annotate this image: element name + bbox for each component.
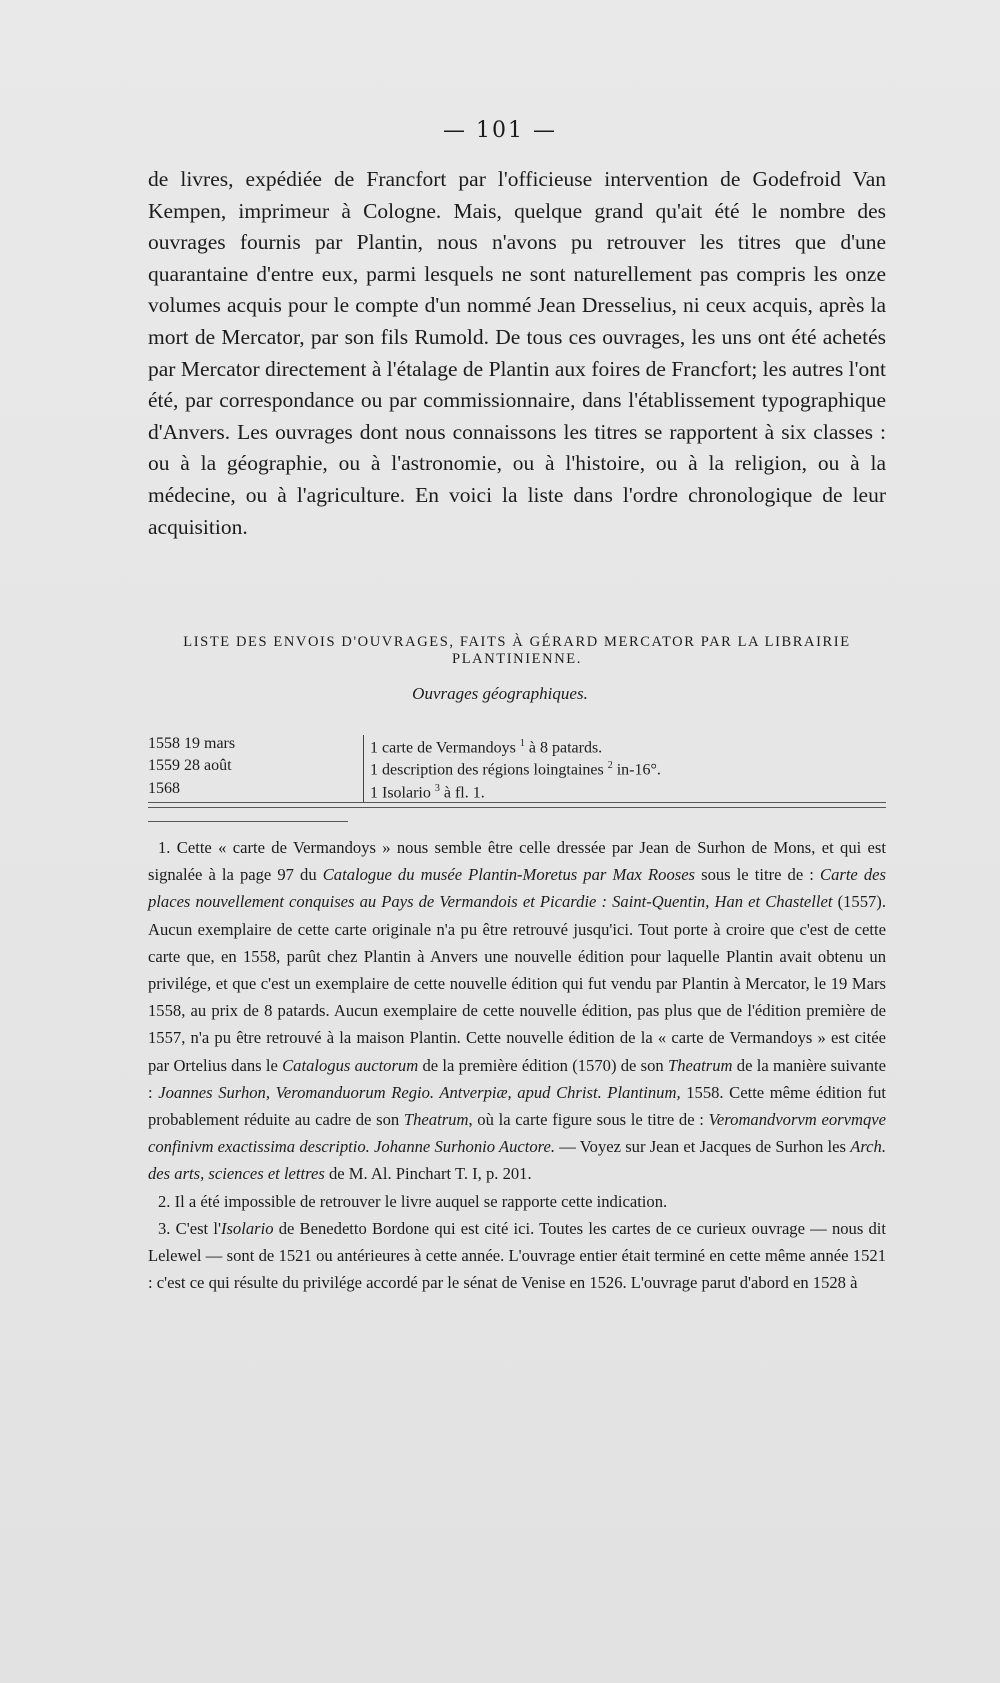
entry-date: 1568: [148, 779, 180, 797]
footnote-text: 1558. Cette même édition fut probablement réduite au cadre de son: [148, 1082, 887, 1130]
entry-format: in-16°.: [616, 761, 661, 779]
entry-date: 1558 19 mars: [148, 735, 236, 752]
footnotes: [148, 834, 886, 1296]
footnote-text: sous le titre de :: [701, 865, 814, 885]
footnote-text: — Voyez sur Jean et Jacques de Surhon les: [559, 1137, 846, 1157]
footnote-ref: 3: [434, 782, 440, 794]
footnote-1: [148, 834, 886, 1188]
footnote-text: Il a été impossible de retrouver le livre auquel se rapporte cette indication.: [174, 1191, 668, 1211]
footnote-text: de Benedetto Bordone qui est cité ici. Toutes les cartes de ce curieux ouvrage — nous dit Lelewel — sont de 1521 ou antérieures à cette année. L'ouvrage entier était terminé en cette même année 1521 : c'est ce qui résulte du privilége accordé par le sénat de Venise en 1526. L'ouvrage parut d'abord en 1528 à: [148, 1218, 886, 1293]
entry-description: [363, 780, 886, 802]
entry-date: 1559 28 août: [148, 757, 232, 775]
paragraph-text: de livres, expédiée de Francfort par l'officieuse intervention de Godefroid Van Kempen, imprimeur à Cologne. Mais, quelque grand qu'ait été le nombre des ouvrages fournis par Plantin, nous n'avons pu retrouver les titres que d'une quarantaine d'entre eux, parmi lesquels ne sont naturellement pas compris les onze volumes acquis pour le compte d'un nommé Jean Dresselius, ni ceux acquis, après la mort de Mercator, par son fils Rumold. De tous ces ouvrages, les uns ont été achetés par Mercator directement à l'étalage de Plantin aux foires de Francfort; les autres l'ont été, par correspondance ou par commissionnaire, dans l'établissement typographique d'Anvers. Les ouvrages dont nous connaissons les titres se rapportent à six classes : ou à la géographie, ou à l'astronomie, ou à l'histoire, ou à la religion, ou à la médecine, ou à l'agriculture. En voici la liste dans l'ordre chronologique de leur acquisition.: [148, 167, 886, 539]
entry-text: 1 Isolario: [370, 783, 431, 801]
entry-description: [363, 757, 886, 779]
footnote-text: (1557). Aucun exemplaire de cette carte originale n'a pu être retrouvé jusqu'ici. Tout porte à croire que c'est de cette carte que, en 1558, parût chez Plantin à Anvers une nouvelle édition pour laquelle Plantin avait obtenu un privilége, et que c'est un exemplaire de cette nouvelle édition qui fut vendu par Plantin à Mercator, le 19 Mars 1558, au prix de 8 patards. Aucun exemplaire de cette nouvelle édition, pas plus que de l'édition première de 1557, n'a pu être retrouvé à la maison Plantin. Cette nouvelle édition de la « carte de Vermandoys » est citée par Ortelius dans le: [148, 892, 886, 1075]
footnote-italic: Catalogus auctorum: [282, 1055, 419, 1075]
footnote-number: 3.: [158, 1218, 171, 1238]
section-heading: Ouvrages géographiques.: [412, 684, 588, 703]
footnote-italic: Veromandvorvm eorvmqve confinivm exactissima descriptio. Johanne Surhonio Auctore.: [148, 1110, 886, 1157]
footnote-italic: Isolario: [220, 1218, 274, 1238]
footnote-text: de M. Al. Pinchart T. I, p. 201.: [328, 1164, 532, 1184]
footnote-text: , où la carte figure sous le titre de :: [468, 1110, 704, 1130]
footnote-number: 2.: [158, 1191, 171, 1211]
footnote-text: de la première édition (1570) de son: [422, 1055, 664, 1075]
list-heading: LISTE DES ENVOIS D'OUVRAGES, FAITS À GÉRARD MERCATOR PAR LA LIBRAIRIE PLANTINIENNE.: [183, 634, 851, 667]
footnote-italic: Theatrum: [403, 1110, 469, 1130]
footnote-text: Cette « carte de Vermandoys » nous semble être celle dressée par Jean de Surhon de Mons, et qui est signalée à la page 97 du: [148, 838, 886, 885]
footnote-2: [148, 1188, 886, 1215]
footnote-ref: 1: [519, 738, 525, 749]
list-item: [148, 757, 886, 779]
footnote-italic: Joannes Surhon, Veromanduorum Regio. Antverpiæ, apud Christ. Plantinum,: [158, 1082, 681, 1102]
footnote-number: 1.: [158, 838, 171, 857]
footnote-text: de la manière suivante :: [148, 1055, 886, 1102]
footnote-italic: Catalogue du musée Plantin-Moretus par Max Rooses: [322, 865, 696, 885]
entry-description: [363, 735, 886, 757]
footnote-text: C'est l': [175, 1218, 221, 1238]
entry-text: 1 description des régions loingtaines: [370, 761, 604, 779]
entry-text: 1 carte de Vermandoys: [370, 739, 516, 757]
footnote-3: [148, 1215, 886, 1297]
footnote-italic: Theatrum: [667, 1055, 733, 1075]
page-number: — 101 —: [443, 118, 557, 143]
double-rule-divider: [148, 802, 886, 808]
footnote-ref: 2: [607, 760, 613, 772]
footnote-divider: [148, 821, 348, 822]
entries-list: [148, 735, 886, 802]
footnote-italic: Carte des places nouvellement conquises au Pays de Vermandois et Picardie : Saint-Quentin, Han et Chastellet: [148, 865, 886, 912]
list-item: [148, 780, 886, 802]
main-paragraph: [148, 164, 886, 543]
entry-price: à fl. 1.: [443, 783, 485, 801]
list-item: [148, 735, 886, 757]
entry-price: à 8 patards.: [528, 739, 603, 757]
footnote-italic: Arch. des arts, sciences et lettres: [148, 1137, 886, 1184]
